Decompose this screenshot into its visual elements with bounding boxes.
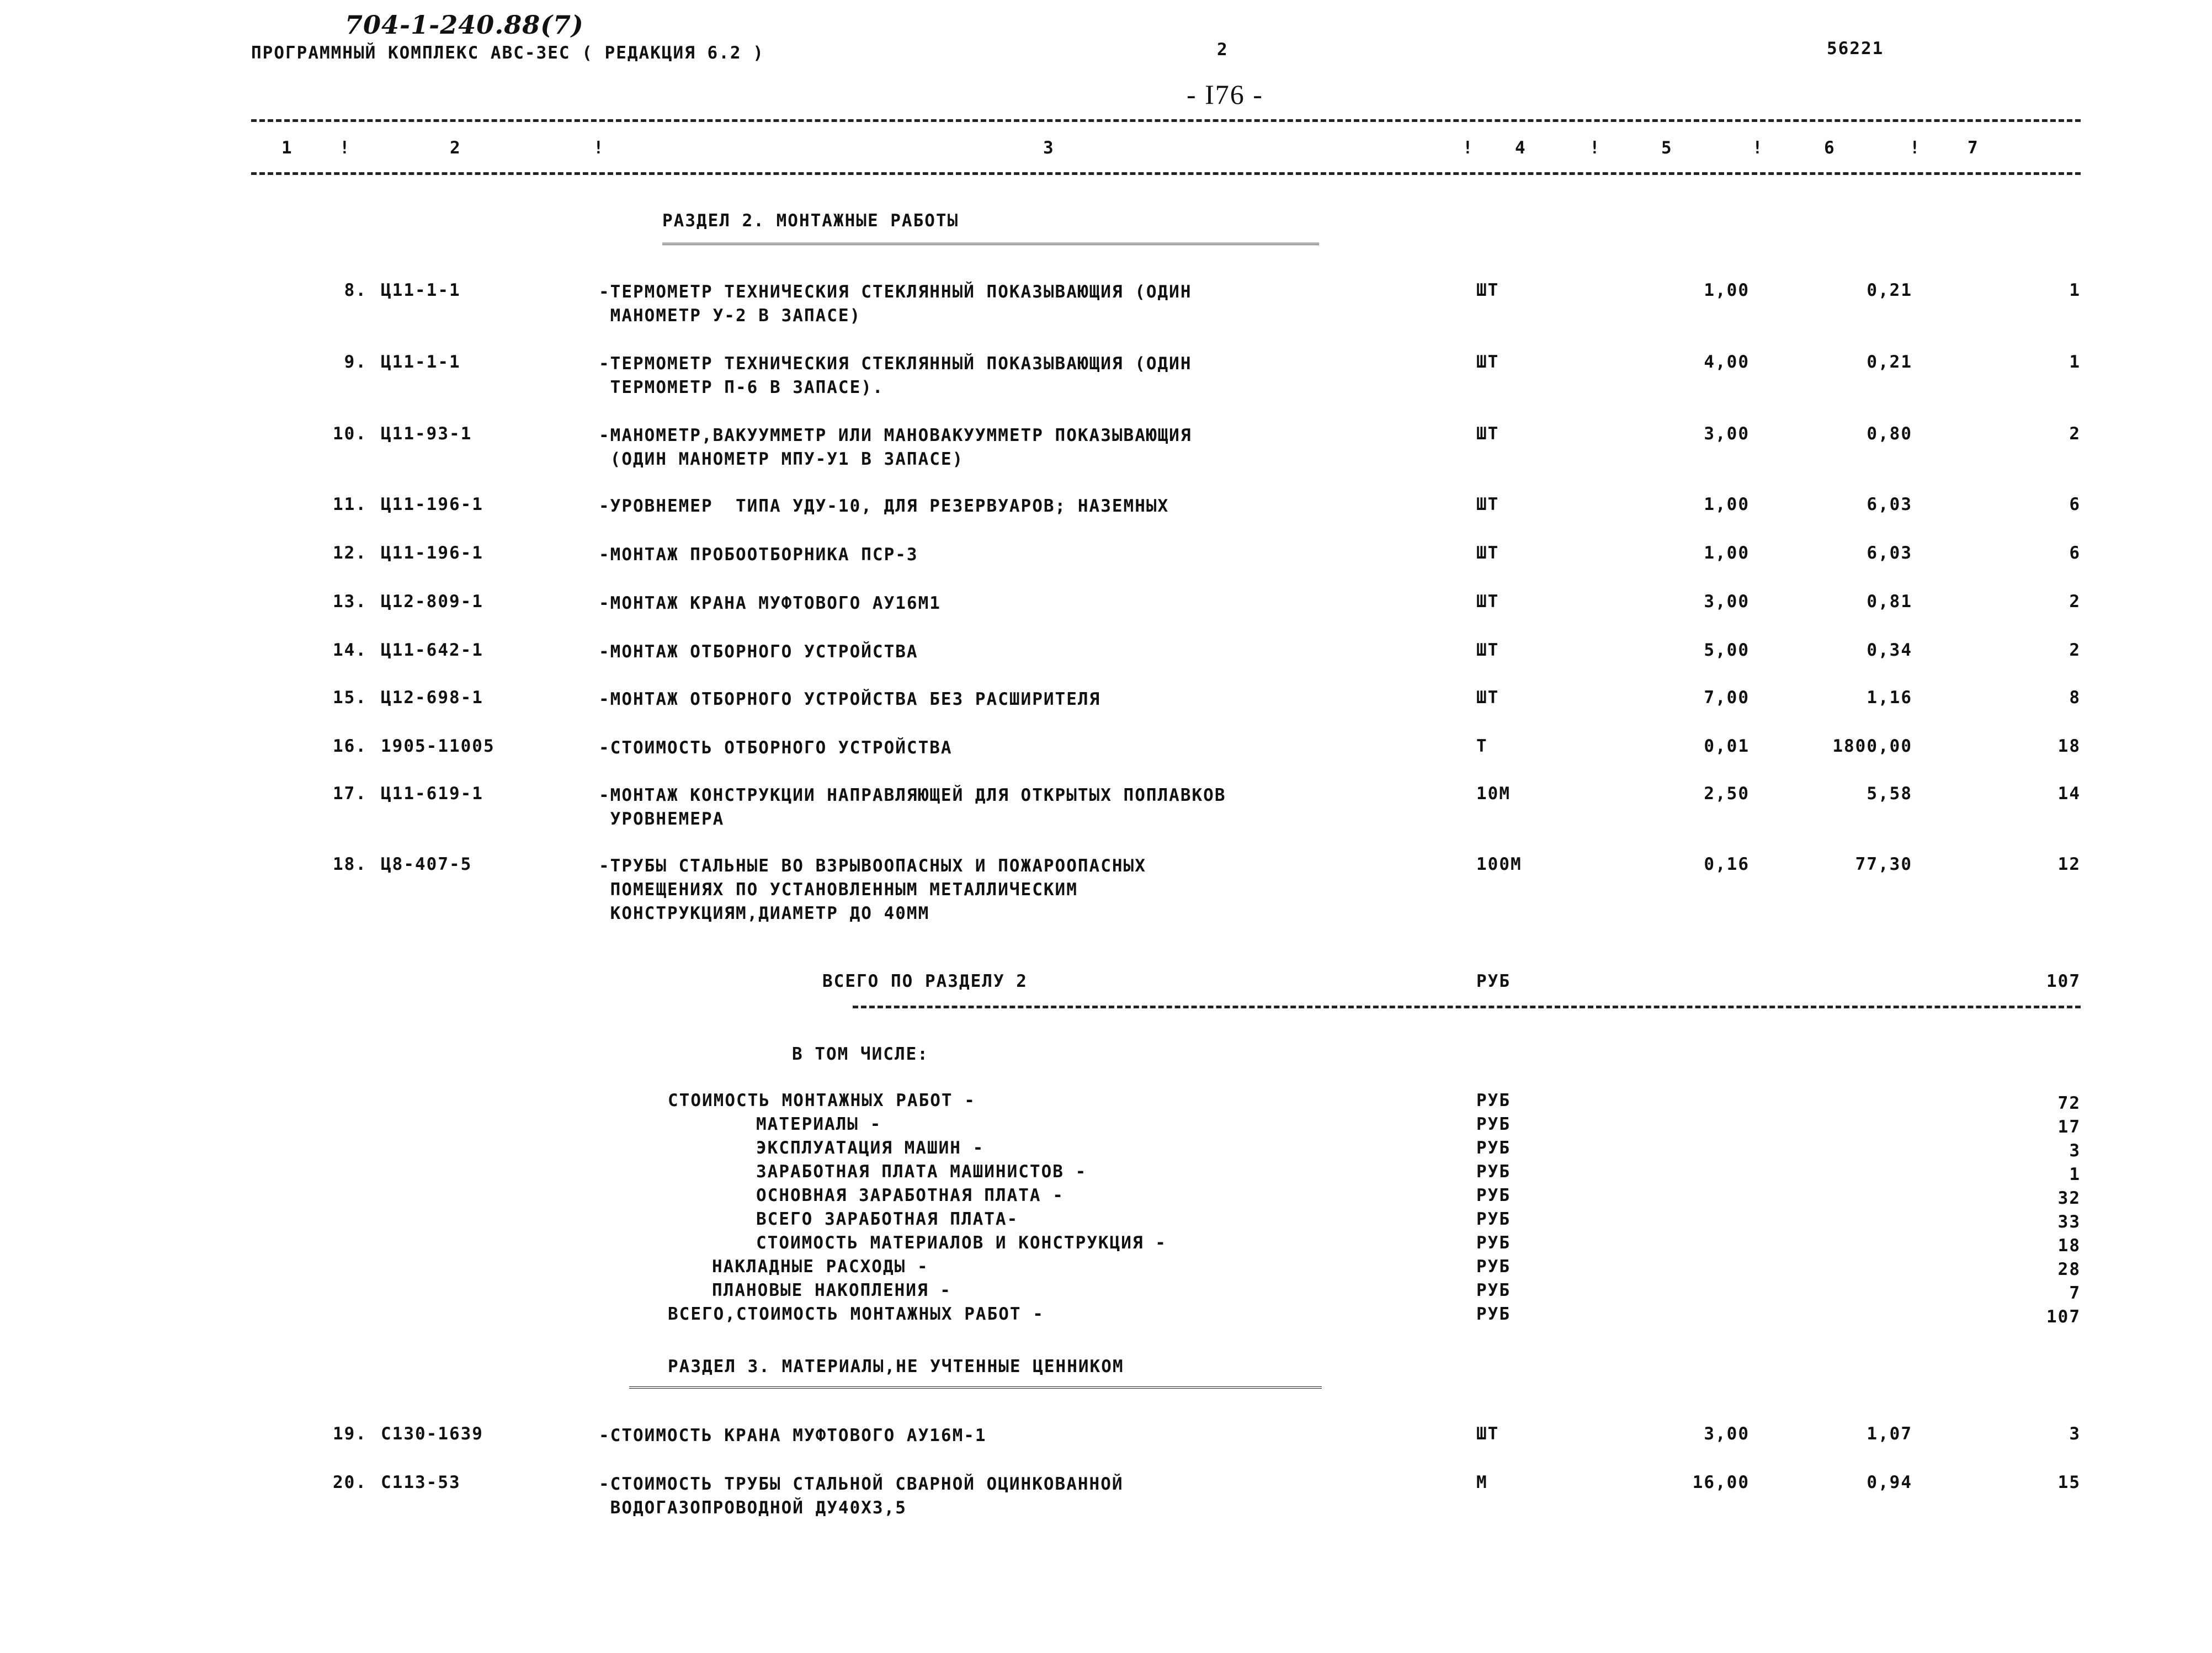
- item-unit-price: 6,03: [1867, 495, 1912, 514]
- breakdown-value: 33: [2057, 1212, 2081, 1232]
- item-number: 18.: [333, 854, 367, 874]
- section-3-title: РАЗДЕЛ 3. МАТЕРИАЛЫ,НЕ УЧТЕННЫЕ ЦЕННИКОМ: [668, 1357, 1124, 1376]
- item-code: Ц11-619-1: [381, 784, 483, 804]
- including-label: В ТОМ ЧИСЛЕ:: [792, 1044, 929, 1064]
- item-quantity: 16,00: [1692, 1473, 1750, 1492]
- breakdown-label: НАКЛАДНЫЕ РАСХОДЫ -: [712, 1257, 929, 1277]
- breakdown-value: 18: [2057, 1236, 2081, 1256]
- item-unit-price: 1,07: [1867, 1424, 1912, 1444]
- breakdown-unit: РУБ: [1476, 1114, 1511, 1134]
- column-number: 7: [1968, 138, 1979, 158]
- item-unit-price: 1800,00: [1832, 736, 1912, 756]
- item-total: 6: [2069, 495, 2081, 514]
- item-total: 1: [2069, 280, 2081, 300]
- column-header-row: [251, 138, 2081, 160]
- item-unit: ШТ: [1476, 592, 1500, 612]
- item-unit: ШТ: [1476, 280, 1500, 300]
- breakdown-value: 1: [2069, 1165, 2081, 1184]
- item-unit: 10М: [1476, 784, 1511, 804]
- item-unit: ШТ: [1476, 640, 1500, 660]
- breakdown-value: 17: [2057, 1117, 2081, 1137]
- breakdown-unit: РУБ: [1476, 1233, 1511, 1253]
- item-unit-price: 0,34: [1867, 640, 1912, 660]
- column-separator: !: [1910, 138, 1921, 158]
- breakdown-unit: РУБ: [1476, 1162, 1511, 1182]
- item-quantity: 0,16: [1704, 854, 1750, 874]
- item-unit: ШТ: [1476, 1424, 1500, 1444]
- breakdown-value: 32: [2057, 1188, 2081, 1208]
- item-number: 11.: [333, 495, 367, 514]
- column-number: 6: [1824, 138, 1836, 158]
- item-total: 2: [2069, 592, 2081, 612]
- item-unit-price: 0,81: [1867, 592, 1912, 612]
- item-unit: ШТ: [1476, 352, 1500, 372]
- top-dashed-rule: [251, 119, 2081, 122]
- section-2-total-label: ВСЕГО ПО РАЗДЕЛУ 2: [822, 971, 1028, 991]
- breakdown-value: 107: [2046, 1307, 2081, 1327]
- item-unit-price: 0,94: [1867, 1473, 1912, 1492]
- item-number: 8.: [344, 280, 367, 300]
- item-total: 14: [2057, 784, 2081, 804]
- section-2-underline: [662, 243, 1319, 245]
- breakdown-unit: РУБ: [1476, 1091, 1511, 1110]
- breakdown-value: 7: [2069, 1283, 2081, 1303]
- column-number: 1: [281, 138, 293, 158]
- item-code: Ц11-93-1: [381, 424, 472, 444]
- item-code: Ц12-698-1: [381, 688, 483, 708]
- item-total: 3: [2069, 1424, 2081, 1444]
- item-total: 1: [2069, 352, 2081, 372]
- column-separator: !: [1752, 138, 1764, 158]
- item-number: 14.: [333, 640, 367, 660]
- item-total: 2: [2069, 424, 2081, 444]
- column-separator: !: [339, 138, 351, 158]
- item-unit-price: 0,21: [1867, 280, 1912, 300]
- item-unit: ШТ: [1476, 424, 1500, 444]
- page-number: - I76 -: [1187, 79, 1263, 110]
- item-quantity: 1,00: [1704, 543, 1750, 563]
- breakdown-label: ОСНОВНАЯ ЗАРАБОТНАЯ ПЛАТА -: [756, 1186, 1064, 1205]
- column-number: 2: [450, 138, 461, 158]
- item-code: Ц11-642-1: [381, 640, 483, 660]
- section-2-total-unit: РУБ: [1476, 971, 1511, 991]
- item-total: 2: [2069, 640, 2081, 660]
- breakdown-unit: РУБ: [1476, 1138, 1511, 1158]
- item-code: Ц12-809-1: [381, 592, 483, 612]
- item-description: -МОНТАЖ ПРОБООТБОРНИКА ПСР-3: [599, 545, 918, 565]
- item-quantity: 0,01: [1704, 736, 1750, 756]
- section-2-total-value: 107: [2046, 971, 2081, 991]
- item-number: 12.: [333, 543, 367, 563]
- item-code: 1905-11005: [381, 736, 495, 756]
- breakdown-unit: РУБ: [1476, 1280, 1511, 1300]
- breakdown-value: 72: [2057, 1093, 2081, 1113]
- breakdown-unit: РУБ: [1476, 1186, 1511, 1205]
- item-number: 10.: [333, 424, 367, 444]
- item-unit: ШТ: [1476, 543, 1500, 563]
- column-separator: !: [1463, 138, 1474, 158]
- breakdown-label: ВСЕГО ЗАРАБОТНАЯ ПЛАТА-: [756, 1209, 1019, 1229]
- header-bottom-dashed-rule: [251, 172, 2081, 175]
- item-number: 15.: [333, 688, 367, 708]
- breakdown-label: ЗАРАБОТНАЯ ПЛАТА МАШИНИСТОВ -: [756, 1162, 1087, 1182]
- item-description: -ТРУБЫ СТАЛЬНЫЕ ВО ВЗРЫВООПАСНЫХ И ПОЖАРООПАСНЫХ ПОМЕЩЕНИЯХ ПО УСТАНОВЛЕННЫМ МЕТАЛЛИЧЕСКИМ КОНСТРУКЦИЯМ,ДИАМЕТР ДО 40ММ: [599, 856, 1146, 923]
- item-code: С113-53: [381, 1473, 461, 1492]
- item-total: 15: [2057, 1473, 2081, 1492]
- item-code: Ц11-1-1: [381, 280, 461, 300]
- item-quantity: 1,00: [1704, 280, 1750, 300]
- breakdown-label: ВСЕГО,СТОИМОСТЬ МОНТАЖНЫХ РАБОТ -: [668, 1304, 1044, 1324]
- item-number: 13.: [333, 592, 367, 612]
- item-unit: 100М: [1476, 854, 1522, 874]
- sheet-number: 2: [1217, 40, 1229, 60]
- item-unit: ШТ: [1476, 688, 1500, 708]
- breakdown-label: СТОИМОСТЬ МАТЕРИАЛОВ И КОНСТРУКЦИЯ -: [756, 1233, 1167, 1253]
- section-2-title: РАЗДЕЛ 2. МОНТАЖНЫЕ РАБОТЫ: [662, 211, 959, 231]
- item-quantity: 3,00: [1704, 592, 1750, 612]
- item-description: -СТОИМОСТЬ ОТБОРНОГО УСТРОЙСТВА: [599, 738, 953, 758]
- breakdown-unit: РУБ: [1476, 1257, 1511, 1277]
- item-code: Ц11-1-1: [381, 352, 461, 372]
- breakdown-unit: РУБ: [1476, 1209, 1511, 1229]
- item-code: С130-1639: [381, 1424, 483, 1444]
- item-unit: М: [1476, 1473, 1488, 1492]
- column-number: 4: [1515, 138, 1527, 158]
- column-separator: !: [593, 138, 605, 158]
- breakdown-label: ПЛАНОВЫЕ НАКОПЛЕНИЯ -: [712, 1280, 951, 1300]
- item-unit: ШТ: [1476, 495, 1500, 514]
- column-separator: !: [1589, 138, 1601, 158]
- item-description: -МОНТАЖ ОТБОРНОГО УСТРОЙСТВА: [599, 642, 918, 662]
- item-number: 19.: [333, 1424, 367, 1444]
- item-code: Ц11-196-1: [381, 543, 483, 563]
- item-code: Ц8-407-5: [381, 854, 472, 874]
- handwritten-document-number: 704-1-240.88(7): [345, 10, 584, 40]
- item-total: 6: [2069, 543, 2081, 563]
- item-quantity: 3,00: [1704, 1424, 1750, 1444]
- item-unit-price: 77,30: [1855, 854, 1912, 874]
- item-quantity: 7,00: [1704, 688, 1750, 708]
- item-description: -МОНТАЖ ОТБОРНОГО УСТРОЙСТВА БЕЗ РАСШИРИТЕЛЯ: [599, 689, 1101, 709]
- item-number: 9.: [344, 352, 367, 372]
- item-quantity: 1,00: [1704, 495, 1750, 514]
- item-quantity: 2,50: [1704, 784, 1750, 804]
- item-unit: Т: [1476, 736, 1488, 756]
- breakdown-value: 3: [2069, 1141, 2081, 1161]
- item-description: -СТОИМОСТЬ КРАНА МУФТОВОГО АУ16М-1: [599, 1426, 987, 1445]
- item-description: -МОНТАЖ КОНСТРУКЦИИ НАПРАВЛЯЮЩЕЙ ДЛЯ ОТКРЫТЫХ ПОПЛАВКОВ УРОВНЕМЕРА: [599, 785, 1226, 829]
- item-quantity: 4,00: [1704, 352, 1750, 372]
- item-number: 17.: [333, 784, 367, 804]
- program-header: ПРОГРАММНЫЙ КОМПЛЕКС АВС-3ЕС ( РЕДАКЦИЯ 6.2 ): [251, 43, 764, 63]
- item-total: 8: [2069, 688, 2081, 708]
- item-total: 12: [2057, 854, 2081, 874]
- item-total: 18: [2057, 736, 2081, 756]
- column-number: 5: [1661, 138, 1673, 158]
- item-unit-price: 0,21: [1867, 352, 1912, 372]
- item-description: -СТОИМОСТЬ ТРУБЫ СТАЛЬНОЙ СВАРНОЙ ОЦИНКОВАННОЙ ВОДОГАЗОПРОВОДНОЙ ДУ40Х3,5: [599, 1474, 1124, 1518]
- document-code: 56221: [1827, 39, 1884, 59]
- item-unit-price: 6,03: [1867, 543, 1912, 563]
- breakdown-label: СТОИМОСТЬ МОНТАЖНЫХ РАБОТ -: [668, 1091, 976, 1110]
- item-unit-price: 0,80: [1867, 424, 1912, 444]
- breakdown-label: МАТЕРИАЛЫ -: [756, 1114, 882, 1134]
- item-unit-price: 1,16: [1867, 688, 1912, 708]
- item-description: -МАНОМЕТР,ВАКУУММЕТР ИЛИ МАНОВАКУУММЕТР ПОКАЗЫВАЮЩИЯ (ОДИН МАНОМЕТР МПУ-У1 В ЗАПАСЕ): [599, 426, 1192, 469]
- item-unit-price: 5,58: [1867, 784, 1912, 804]
- column-number: 3: [1043, 138, 1055, 158]
- item-code: Ц11-196-1: [381, 495, 483, 514]
- breakdown-label: ЭКСПЛУАТАЦИЯ МАШИН -: [756, 1138, 985, 1158]
- item-number: 16.: [333, 736, 367, 756]
- item-number: 20.: [333, 1473, 367, 1492]
- item-description: -ТЕРМОМЕТР ТЕХНИЧЕСКИЯ СТЕКЛЯННЫЙ ПОКАЗЫВАЮЩИЯ (ОДИН МАНОМЕТР У-2 В ЗАПАСЕ): [599, 282, 1192, 326]
- section-2-total-rule: [853, 1006, 2081, 1008]
- item-description: -МОНТАЖ КРАНА МУФТОВОГО АУ16М1: [599, 593, 941, 613]
- item-description: -УРОВНЕМЕР ТИПА УДУ-10, ДЛЯ РЕЗЕРВУАРОВ; НАЗЕМНЫХ: [599, 496, 1169, 516]
- item-quantity: 3,00: [1704, 424, 1750, 444]
- item-quantity: 5,00: [1704, 640, 1750, 660]
- breakdown-value: 28: [2057, 1259, 2081, 1279]
- item-description: -ТЕРМОМЕТР ТЕХНИЧЕСКИЯ СТЕКЛЯННЫЙ ПОКАЗЫВАЮЩИЯ (ОДИН ТЕРМОМЕТР П-6 В ЗАПАСЕ).: [599, 354, 1192, 397]
- breakdown-unit: РУБ: [1476, 1304, 1511, 1324]
- section-3-underline: [629, 1386, 1322, 1389]
